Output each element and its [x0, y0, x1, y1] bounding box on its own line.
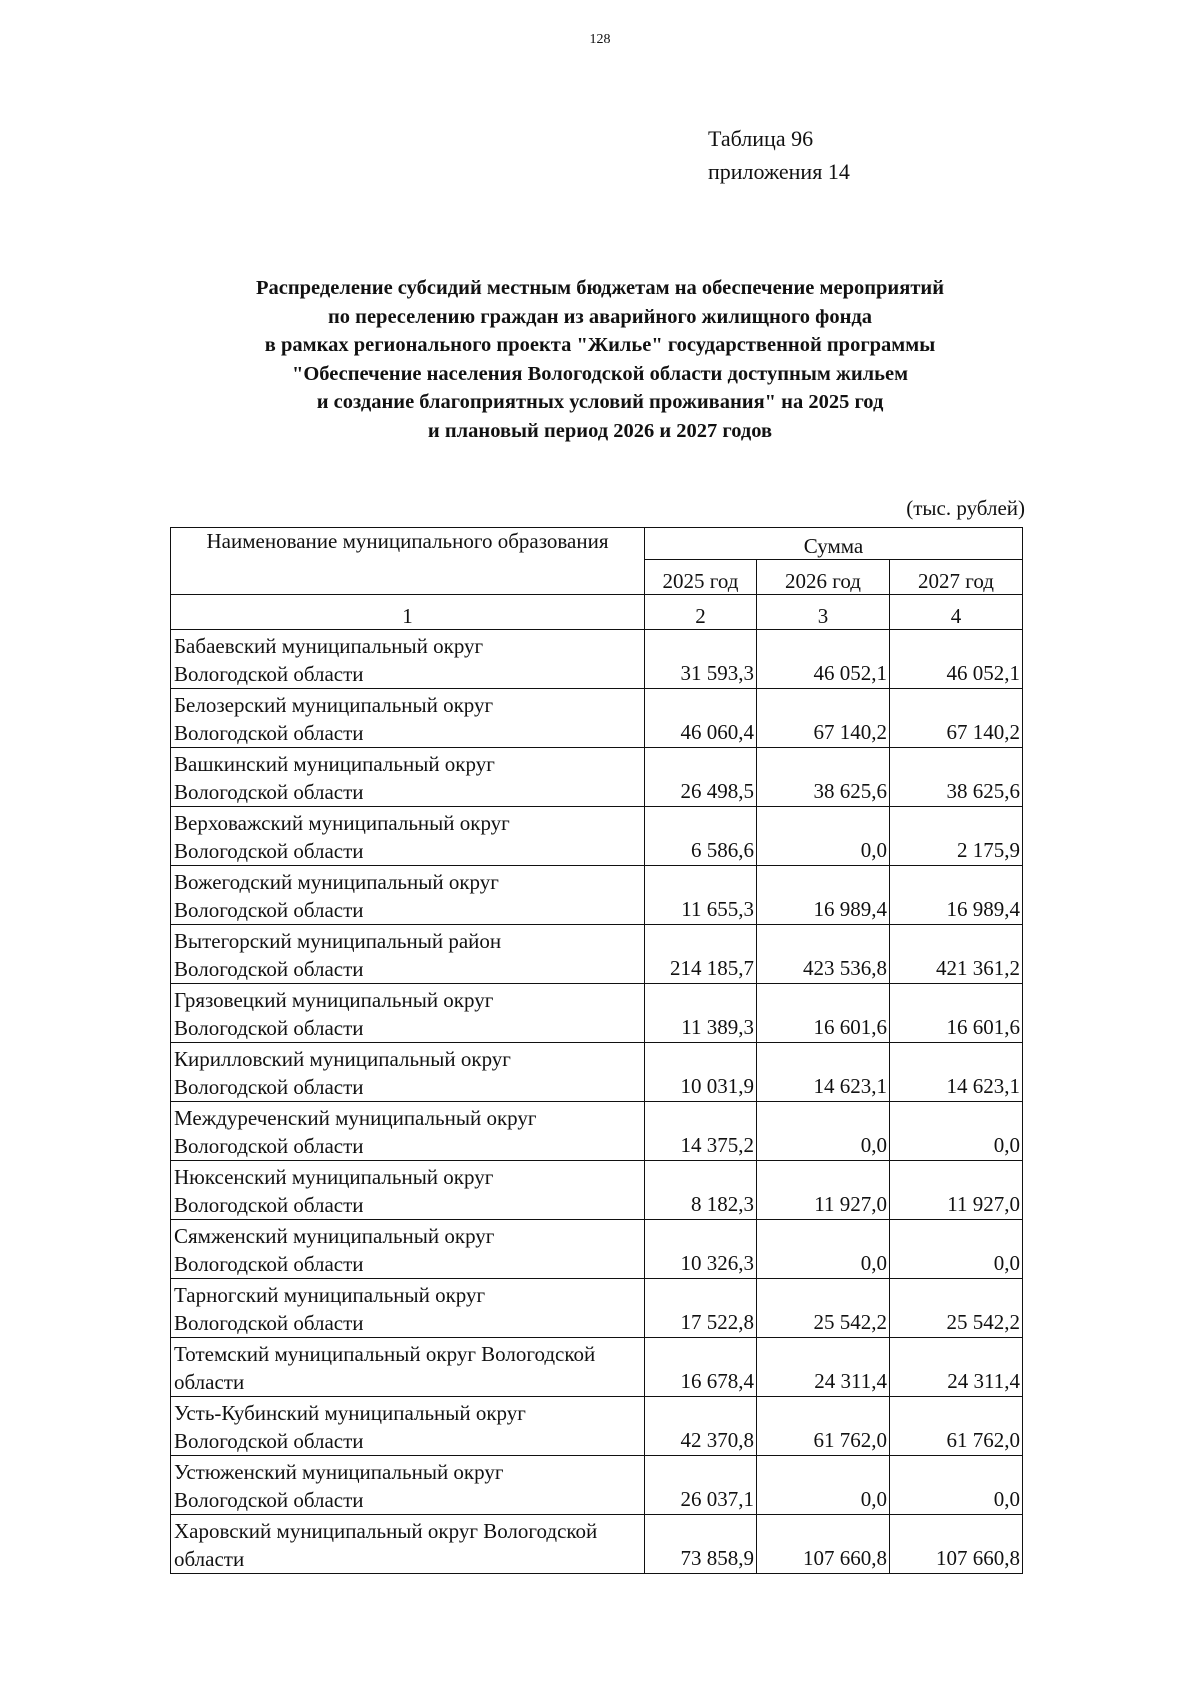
municipality-name-line1: Тарногский муниципальный округ	[174, 1283, 486, 1307]
amount-2027: 11 927,0	[890, 1161, 1023, 1220]
amount-2025: 16 678,4	[645, 1338, 757, 1397]
municipality-name	[171, 748, 645, 807]
table-row	[171, 925, 1023, 984]
municipality-name-line2: Вологодской области	[174, 1488, 364, 1512]
municipality-name	[171, 630, 645, 689]
amount-2026: 16 989,4	[757, 866, 890, 925]
municipality-name-line1: Кирилловский муниципальный округ	[174, 1047, 511, 1071]
municipality-name-line2: Вологодской области	[174, 1075, 364, 1099]
municipality-name-line1: Вожегодский муниципальный округ	[174, 870, 499, 894]
municipality-name	[171, 925, 645, 984]
amount-2026: 107 660,8	[757, 1515, 890, 1574]
municipality-name	[171, 1220, 645, 1279]
table-row	[171, 1338, 1023, 1397]
table-row	[171, 1043, 1023, 1102]
amount-2027: 421 361,2	[890, 925, 1023, 984]
municipality-name-line2: Вологодской области	[174, 1134, 364, 1158]
municipality-name	[171, 1338, 645, 1397]
amount-2025: 46 060,4	[645, 689, 757, 748]
amount-2025: 73 858,9	[645, 1515, 757, 1574]
municipality-name	[171, 689, 645, 748]
unit-label: (тыс. рублей)	[906, 496, 1025, 520]
municipality-name	[171, 1515, 645, 1574]
municipality-name	[171, 866, 645, 925]
amount-2027: 2 175,9	[890, 807, 1023, 866]
table-row	[171, 630, 1023, 689]
table-row	[171, 984, 1023, 1043]
municipality-name	[171, 807, 645, 866]
municipality-name-line2: Вологодской области	[174, 662, 364, 686]
amount-2026: 14 623,1	[757, 1043, 890, 1102]
amount-2026: 0,0	[757, 1102, 890, 1161]
table-row	[171, 689, 1023, 748]
municipality-name-line2: Вологодской области	[174, 957, 364, 981]
column-number: 1	[171, 595, 645, 630]
amount-2025: 214 185,7	[645, 925, 757, 984]
amount-2027: 24 311,4	[890, 1338, 1023, 1397]
amount-2026: 24 311,4	[757, 1338, 890, 1397]
amount-2026: 0,0	[757, 807, 890, 866]
title-line: по переселению граждан из аварийного жилищного фонда	[327, 305, 873, 328]
municipality-name-line2: Вологодской области	[174, 839, 364, 863]
municipality-name-line2: области	[174, 1547, 245, 1571]
municipality-name	[171, 1043, 645, 1102]
municipality-name-line2: области	[174, 1370, 245, 1394]
table-row	[171, 1279, 1023, 1338]
subsidy-table	[170, 527, 1023, 1574]
amount-2026: 61 762,0	[757, 1397, 890, 1456]
municipality-name-line2: Вологодской области	[174, 721, 364, 745]
municipality-name-line1: Бабаевский муниципальный округ	[174, 634, 484, 658]
municipality-name	[171, 984, 645, 1043]
column-number: 3	[757, 595, 890, 630]
amount-2026: 46 052,1	[757, 630, 890, 689]
table-row	[171, 1161, 1023, 1220]
table-row	[171, 1220, 1023, 1279]
amount-2025: 26 498,5	[645, 748, 757, 807]
municipality-name	[171, 1397, 645, 1456]
table-row	[171, 807, 1023, 866]
table-row	[171, 1397, 1023, 1456]
amount-2025: 11 655,3	[645, 866, 757, 925]
municipality-name	[171, 1102, 645, 1161]
amount-2026: 38 625,6	[757, 748, 890, 807]
document-title	[150, 274, 1050, 446]
amount-2027: 0,0	[890, 1220, 1023, 1279]
header-year-2026: 2026 год	[757, 560, 890, 595]
title-line: в рамках регионального проекта "Жилье" государственной программы	[264, 334, 936, 357]
municipality-name-line1: Сямженский муниципальный округ	[174, 1224, 495, 1248]
table-row	[171, 1102, 1023, 1161]
municipality-name-line2: Вологодской области	[174, 898, 364, 922]
column-number: 2	[645, 595, 757, 630]
amount-2026: 11 927,0	[757, 1161, 890, 1220]
table-row	[171, 866, 1023, 925]
municipality-name	[171, 1161, 645, 1220]
municipality-name-line2: Вологодской области	[174, 1252, 364, 1276]
municipality-name-line1: Вытегорский муниципальный район	[174, 929, 502, 953]
municipality-name-line2: Вологодской области	[174, 1311, 364, 1335]
amount-2025: 11 389,3	[645, 984, 757, 1043]
municipality-name-line1: Харовский муниципальный округ Вологодской	[174, 1519, 598, 1543]
municipality-name-line1: Белозерский муниципальный округ	[174, 693, 494, 717]
table-row	[171, 1456, 1023, 1515]
municipality-name-line1: Вашкинский муниципальный округ	[174, 752, 495, 776]
table-row	[171, 748, 1023, 807]
title-line: и плановый период 2026 и 2027 годов	[427, 419, 773, 442]
header-year-2027: 2027 год	[890, 560, 1023, 595]
page-number: 128	[589, 32, 611, 47]
municipality-name-line2: Вологодской области	[174, 1429, 364, 1453]
amount-2027: 67 140,2	[890, 689, 1023, 748]
municipality-name-line1: Тотемский муниципальный округ Вологодской	[174, 1342, 596, 1366]
municipality-name-line1: Нюксенский муниципальный округ	[174, 1165, 494, 1189]
amount-2025: 42 370,8	[645, 1397, 757, 1456]
amount-2025: 10 326,3	[645, 1220, 757, 1279]
title-line: Распределение субсидий местным бюджетам на обеспечение мероприятий	[255, 277, 945, 299]
amount-2027: 25 542,2	[890, 1279, 1023, 1338]
amount-2027: 14 623,1	[890, 1043, 1023, 1102]
appendix-number: приложения 14	[708, 159, 850, 184]
amount-2026: 0,0	[757, 1220, 890, 1279]
amount-2025: 8 182,3	[645, 1161, 757, 1220]
amount-2027: 16 601,6	[890, 984, 1023, 1043]
municipality-name	[171, 1279, 645, 1338]
amount-2026: 67 140,2	[757, 689, 890, 748]
amount-2027: 0,0	[890, 1456, 1023, 1515]
municipality-name-line1: Междуреченский муниципальный округ	[174, 1106, 537, 1130]
amount-2027: 61 762,0	[890, 1397, 1023, 1456]
title-line: и создание благоприятных условий проживания" на 2025 год	[316, 391, 884, 414]
amount-2025: 26 037,1	[645, 1456, 757, 1515]
amount-2027: 16 989,4	[890, 866, 1023, 925]
municipality-name-line2: Вологодской области	[174, 1193, 364, 1217]
table-row	[171, 1515, 1023, 1574]
header-name: Наименование муниципального образования	[171, 528, 645, 595]
amount-2026: 0,0	[757, 1456, 890, 1515]
municipality-name-line2: Вологодской области	[174, 780, 364, 804]
amount-2025: 6 586,6	[645, 807, 757, 866]
header-year-2025: 2025 год	[645, 560, 757, 595]
amount-2026: 423 536,8	[757, 925, 890, 984]
amount-2027: 0,0	[890, 1102, 1023, 1161]
amount-2025: 17 522,8	[645, 1279, 757, 1338]
municipality-name-line1: Грязовецкий муниципальный округ	[174, 988, 494, 1012]
amount-2027: 107 660,8	[890, 1515, 1023, 1574]
amount-2025: 31 593,3	[645, 630, 757, 689]
title-line: "Обеспечение населения Вологодской области доступным жильем	[291, 362, 909, 385]
municipality-name	[171, 1456, 645, 1515]
municipality-name-line2: Вологодской области	[174, 1016, 364, 1040]
municipality-name-line1: Усть-Кубинский муниципальный округ	[174, 1401, 526, 1425]
header-sum: Сумма	[645, 528, 1023, 560]
municipality-name-line1: Верховажский муниципальный округ	[174, 811, 510, 835]
column-number: 4	[890, 595, 1023, 630]
table-reference	[708, 122, 850, 188]
amount-2027: 46 052,1	[890, 630, 1023, 689]
amount-2026: 25 542,2	[757, 1279, 890, 1338]
amount-2026: 16 601,6	[757, 984, 890, 1043]
amount-2025: 10 031,9	[645, 1043, 757, 1102]
table-number: Таблица 96	[708, 126, 814, 151]
amount-2025: 14 375,2	[645, 1102, 757, 1161]
municipality-name-line1: Устюженский муниципальный округ	[174, 1460, 504, 1484]
amount-2027: 38 625,6	[890, 748, 1023, 807]
